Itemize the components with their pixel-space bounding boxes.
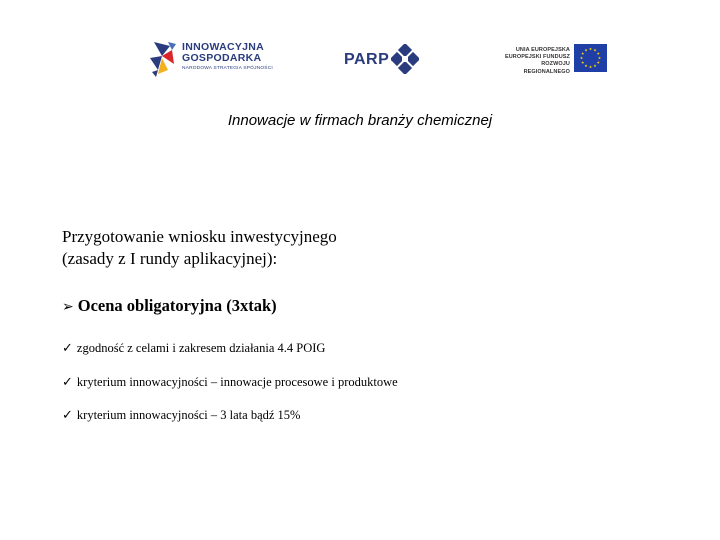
criteria-item-text: kryterium innowacyjności – innowacje procesowe i produktowe (76, 375, 398, 389)
eu-logo-line2: EUROPEJSKI FUNDUSZ (504, 54, 570, 61)
ig-logo-line2: GOSPODARKA (182, 52, 262, 64)
criteria-item (62, 341, 325, 356)
eu-logo-line1: UNIA EUROPEJSKA (515, 47, 570, 53)
criteria-item-text: zgodność z celami i zakresem działania 4.4 POIG (76, 341, 326, 355)
section-heading-text: Ocena obligatoryjna (3xtak) (77, 296, 277, 315)
innowacyjna-gospodarka-logo-icon (148, 40, 178, 78)
main-heading-line2: (zasady z I rundy aplikacyjnej): (62, 249, 278, 268)
section-heading (62, 296, 277, 316)
presentation-subtitle: Innowacje w firmach branży chemicznej (227, 112, 493, 129)
arrow-right-icon: ➢ (62, 299, 74, 315)
eu-logo-line3: ROZWOJU REGIONALNEGO (523, 61, 570, 75)
main-heading (62, 226, 337, 270)
innowacyjna-gospodarka-logo (148, 40, 278, 80)
ig-logo-line1: INNOWACYJNA (182, 41, 265, 53)
parp-logo-icon (391, 44, 419, 74)
checkmark-icon: ✓ (62, 408, 73, 423)
checkmark-icon: ✓ (62, 341, 73, 356)
main-heading-line1: Przygotowanie wniosku inwestycyjnego (62, 227, 337, 246)
criteria-item (62, 375, 398, 390)
eu-logo (496, 44, 612, 76)
criteria-item (62, 408, 300, 423)
criteria-item-text: kryterium innowacyjności – 3 lata bądź 15% (76, 408, 301, 422)
logo-bar (0, 36, 720, 86)
ig-logo-line3: NARODOWA STRATEGIA SPÓJNOŚCI (182, 66, 273, 71)
checkmark-icon: ✓ (62, 375, 73, 390)
eu-flag-icon (574, 44, 607, 72)
parp-logo (340, 42, 420, 78)
parp-logo-text: PARP (344, 51, 390, 68)
